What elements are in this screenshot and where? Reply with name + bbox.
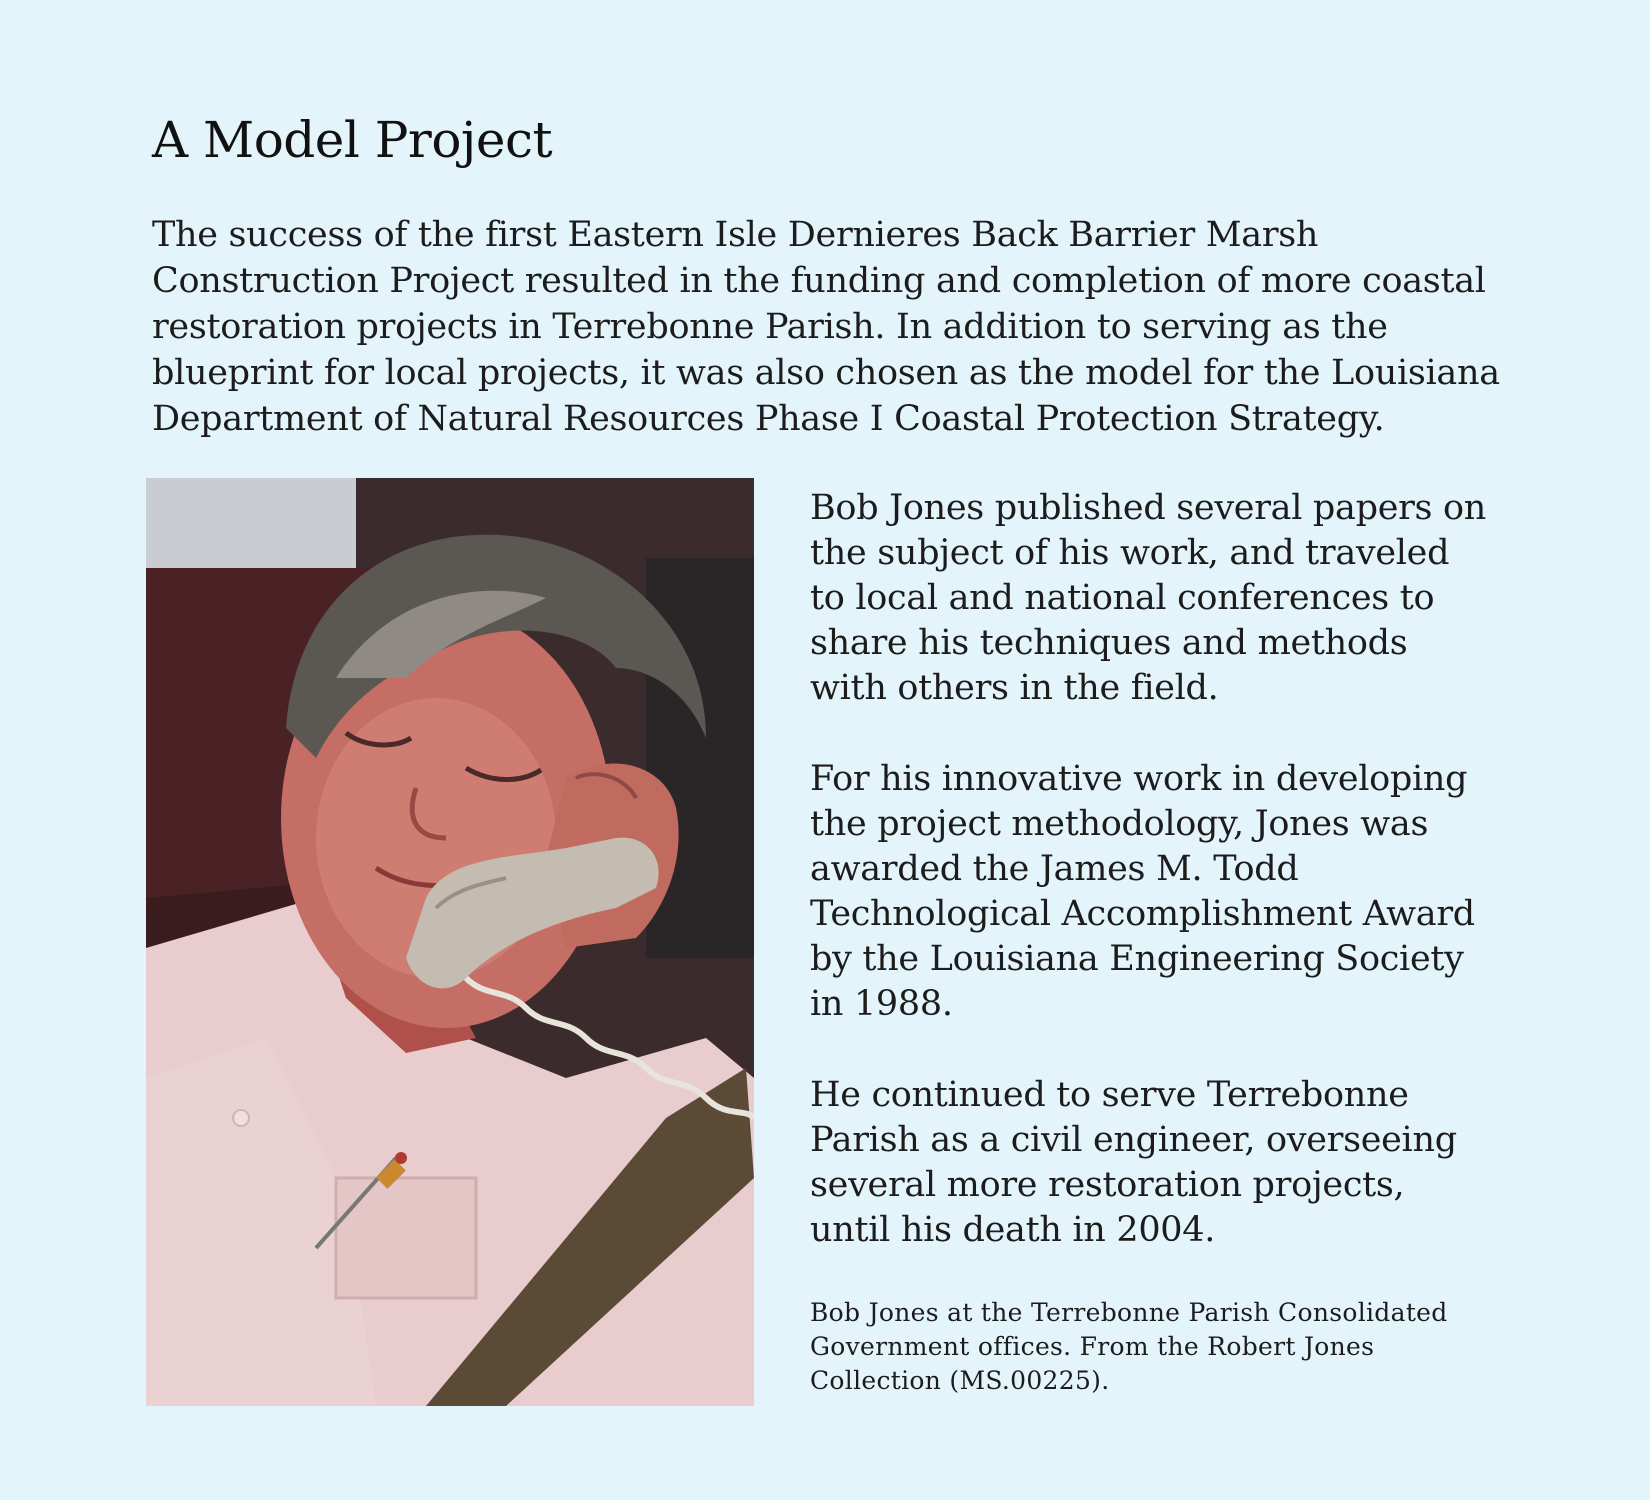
- intro-paragraph: The success of the first Eastern Isle Dernieres Back Barrier Marsh Construction Project resulted in the funding and completion of more coastal restoration projects in Terrebonne Parish. In addition to serving as the blueprint for local projects, it was also chosen as the model for the Louisiana Department of Natural Resources Phase I Coastal Protection Strategy.: [152, 215, 1500, 439]
- portrait-photo: [146, 478, 754, 1406]
- paragraph-publications: Bob Jones published several papers on the subject of his work, and traveled to local and national conferences to share his techniques and methods with others in the field.: [810, 488, 1487, 708]
- photo-caption: Bob Jones at the Terrebonne Parish Consolidated Government offices. From the Robert Jones Collection (MS.00225).: [810, 1298, 1448, 1395]
- paragraph-career: He continued to serve Terrebonne Parish as a civil engineer, overseeing several more restoration projects, until his death in 2004.: [810, 1075, 1457, 1250]
- side-text: [810, 486, 1490, 1299]
- man-on-phone-illustration: [146, 478, 754, 1406]
- page-title: A Model Project: [152, 111, 553, 169]
- paragraph-award: For his innovative work in developing the project methodology, Jones was awarded the James M. Todd Technological Accomplishment Award by the Louisiana Engineering Society in 1988.: [810, 759, 1475, 1024]
